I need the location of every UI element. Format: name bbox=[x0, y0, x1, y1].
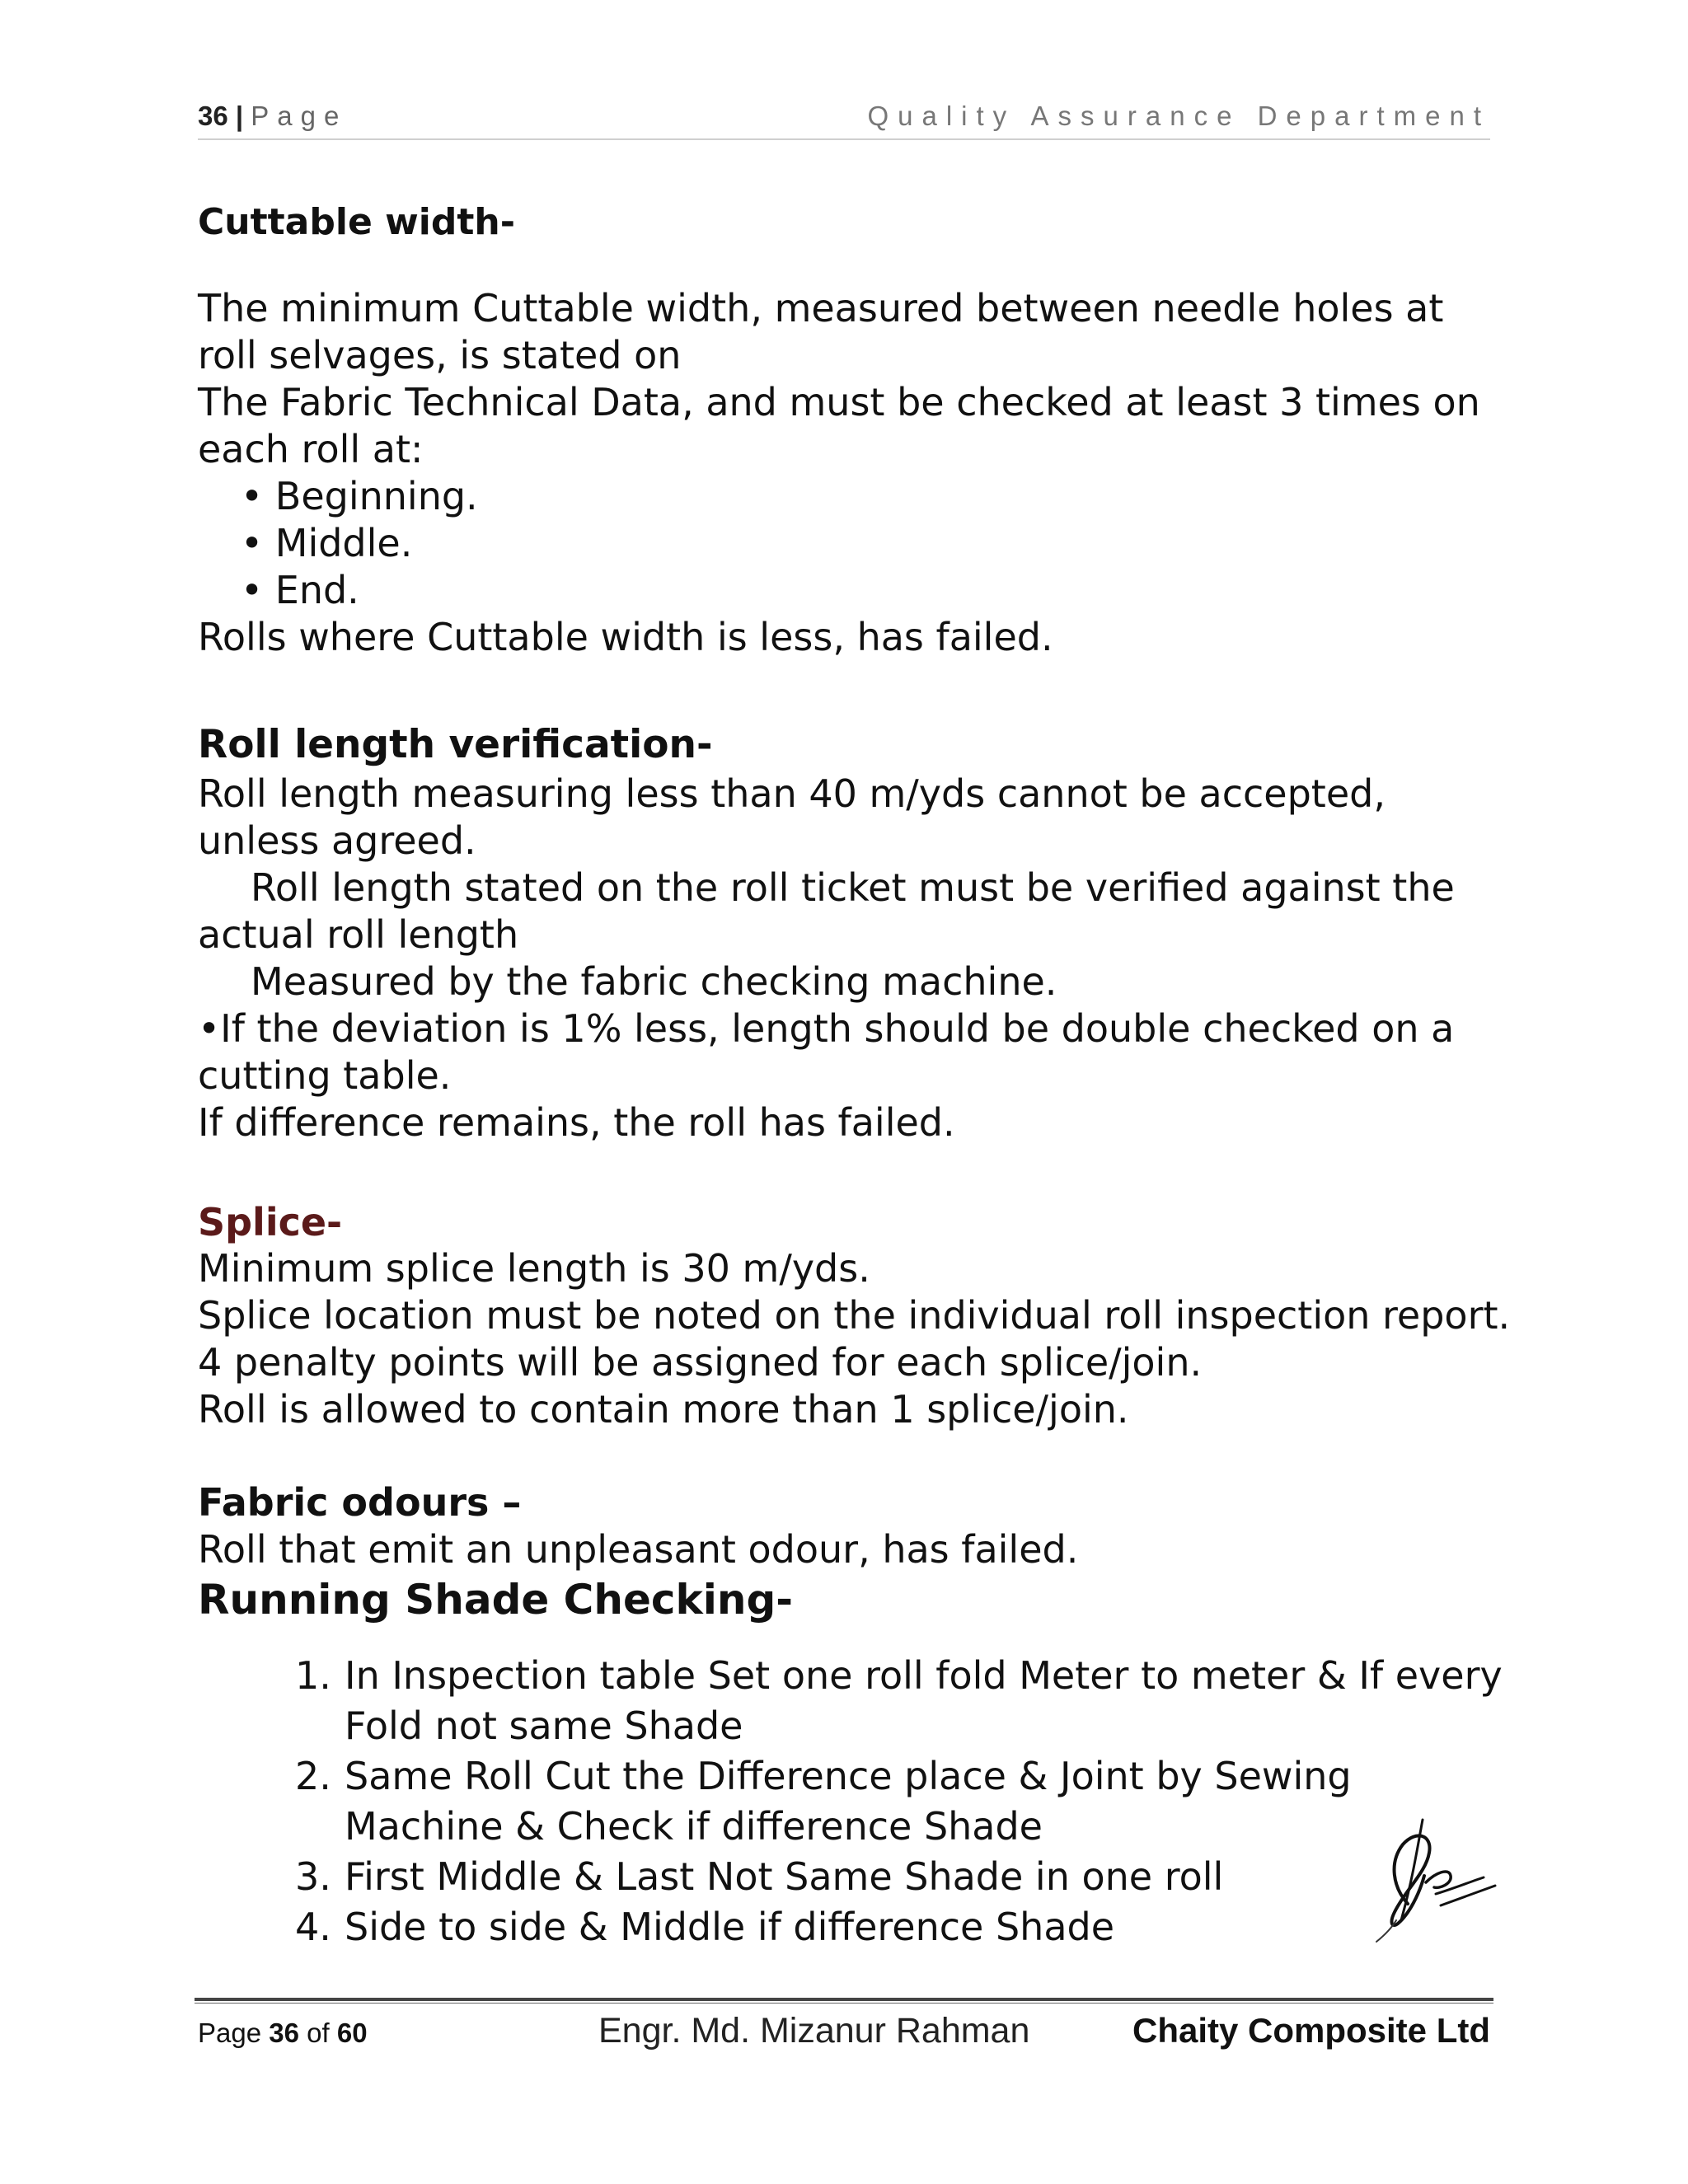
footer-divider-thick bbox=[195, 1998, 1493, 2001]
roll-length-line-1: Roll length measuring less than 40 m/yds cannot be accepted, bbox=[198, 771, 1386, 816]
cuttable-bullet-3: • End. bbox=[241, 568, 359, 612]
splice-line-3: 4 penalty points will be assigned for each splice/join. bbox=[198, 1340, 1203, 1385]
shade-item-4-num: 4. bbox=[295, 1905, 331, 1949]
odours-line: Roll that emit an unpleasant odour, has failed. bbox=[198, 1527, 1079, 1572]
footer-page-count bbox=[198, 2018, 368, 2049]
footer-author: Engr. Md. Mizanur Rahman bbox=[598, 2011, 1030, 2050]
header-divider bbox=[198, 138, 1490, 140]
cuttable-line-1: The minimum Cuttable width, measured between needle holes at bbox=[198, 286, 1444, 330]
header-separator: | bbox=[235, 101, 244, 131]
roll-length-heading: Roll length verification- bbox=[198, 722, 713, 767]
splice-line-1: Minimum splice length is 30 m/yds. bbox=[198, 1246, 870, 1291]
cuttable-bullet-2: • Middle. bbox=[241, 521, 413, 565]
footer-page-total: 60 bbox=[336, 2018, 368, 2048]
shade-item-3-line-1: First Middle & Last Not Same Shade in one roll bbox=[345, 1854, 1224, 1899]
header-page-number bbox=[198, 101, 347, 132]
signature-icon bbox=[1343, 1797, 1508, 1957]
shade-item-1-line-1: In Inspection table Set one roll fold Meter to meter & If every bbox=[345, 1653, 1503, 1698]
roll-length-line-4: actual roll length bbox=[198, 912, 519, 957]
roll-length-line-8: If difference remains, the roll has failed. bbox=[198, 1100, 955, 1145]
shade-item-4-line-1: Side to side & Middle if difference Shade bbox=[345, 1905, 1115, 1949]
roll-length-line-5: Measured by the fabric checking machine. bbox=[251, 959, 1057, 1004]
running-shade-heading: Running Shade Checking- bbox=[198, 1576, 794, 1624]
roll-length-line-6: •If the deviation is 1% less, length should be double checked on a bbox=[198, 1006, 1455, 1051]
cuttable-bullet-1: • Beginning. bbox=[241, 474, 478, 518]
shade-item-1-num: 1. bbox=[295, 1653, 331, 1698]
footer-divider-thin bbox=[195, 2003, 1493, 2004]
footer-page-current: 36 bbox=[269, 2018, 299, 2048]
header-department: Quality Assurance Department bbox=[867, 101, 1490, 131]
footer-of-label: of bbox=[307, 2018, 330, 2048]
roll-length-line-3: Roll length stated on the roll ticket must be verified against the bbox=[251, 865, 1455, 910]
splice-heading: Splice- bbox=[198, 1200, 343, 1244]
shade-item-1-line-2: Fold not same Shade bbox=[345, 1704, 743, 1748]
roll-length-line-2: unless agreed. bbox=[198, 818, 476, 863]
header-page-word: Page bbox=[251, 101, 348, 131]
cuttable-line-2: roll selvages, is stated on bbox=[198, 333, 682, 377]
shade-item-2-line-1: Same Roll Cut the Difference place & Joint by Sewing bbox=[345, 1754, 1352, 1798]
odours-heading: Fabric odours – bbox=[198, 1480, 522, 1525]
splice-line-4: Roll is allowed to contain more than 1 splice/join. bbox=[198, 1387, 1129, 1432]
shade-item-2-line-2: Machine & Check if difference Shade bbox=[345, 1804, 1043, 1849]
roll-length-line-7: cutting table. bbox=[198, 1053, 452, 1098]
cuttable-line-4: each roll at: bbox=[198, 427, 424, 471]
cuttable-bullet-2-text: Middle. bbox=[274, 521, 413, 565]
cuttable-line-3: The Fabric Technical Data, and must be checked at least 3 times on bbox=[198, 380, 1480, 424]
footer-page-label: Page bbox=[198, 2018, 262, 2048]
cuttable-closing: Rolls where Cuttable width is less, has failed. bbox=[198, 615, 1053, 659]
cuttable-heading: Cuttable width- bbox=[198, 201, 515, 243]
shade-item-3-num: 3. bbox=[295, 1854, 331, 1899]
footer-company: Chaity Composite Ltd bbox=[1132, 2011, 1490, 2050]
header-page-num: 36 bbox=[198, 101, 228, 131]
shade-item-2-num: 2. bbox=[295, 1754, 331, 1798]
cuttable-bullet-3-text: End. bbox=[274, 568, 359, 612]
cuttable-bullet-1-text: Beginning. bbox=[274, 474, 478, 518]
splice-line-2: Splice location must be noted on the individual roll inspection report. bbox=[198, 1293, 1511, 1338]
